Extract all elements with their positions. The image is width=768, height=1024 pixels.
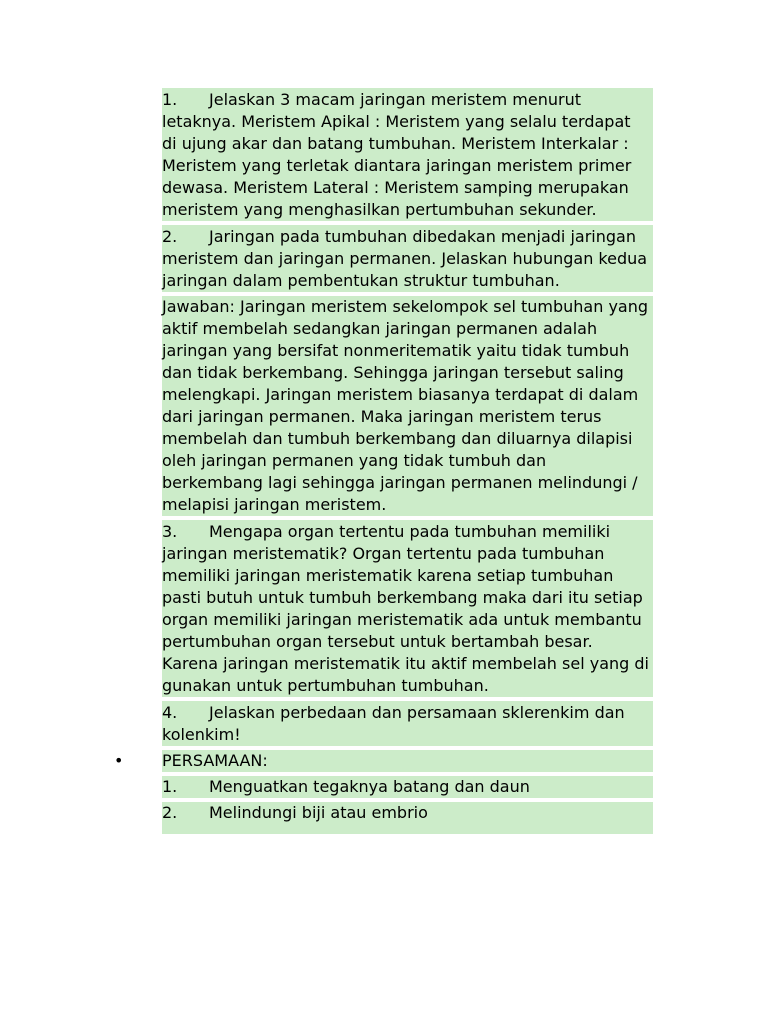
persamaan-heading: PERSAMAAN: — [162, 751, 268, 770]
question-1-number: 1. — [162, 90, 178, 109]
highlight-tail — [162, 824, 650, 834]
persamaan-item-1-text: Menguatkan tegaknya batang dan daun — [209, 777, 530, 796]
persamaan-heading-row — [114, 750, 653, 772]
persamaan-item-1 — [162, 776, 653, 798]
question-1-first-line: Jelaskan 3 macam jaringan meristem menurut — [209, 90, 581, 109]
question-1-rest: letaknya. Meristem Apikal : Meristem yang selalu terdapat di ujung akar dan batang tumbuhan. Meristem Interkalar : Meristem yang terletak diantara jaringan meristem primer dewasa. Meristem Lateral : Meristem samping merupakan meristem yang menghasilkan pertumbuhan sekunder. — [162, 112, 632, 219]
question-2-first-line: Jaringan pada tumbuhan dibedakan menjadi — [209, 227, 566, 246]
persamaan-item-2-text: Melindungi biji atau embrio — [209, 803, 428, 822]
question-3 — [162, 520, 653, 697]
document-body — [114, 88, 653, 834]
persamaan-item-2-number: 2. — [162, 803, 178, 822]
question-3-number: 3. — [162, 522, 178, 541]
question-2-rest: jaringan meristem dan jaringan permanen. Jelaskan hubungan kedua jaringan dalam pembentukan struktur tumbuhan. — [162, 227, 648, 290]
question-4-number: 4. — [162, 703, 178, 722]
question-2 — [162, 225, 653, 292]
question-3-rest: jaringan meristematik? Organ tertentu pada tumbuhan memiliki jaringan meristematik karena setiap tumbuhan pasti butuh untuk tumbuh berkembang maka dari itu setiap organ memiliki jaringan meristematik ada untuk membantu pertumbuhan organ tersebut untuk bertambah besar. Karena jaringan meristematik itu aktif membelah sel yang di gunakan untuk pertumbuhan tumbuhan. — [162, 544, 649, 695]
bullet-icon: • — [114, 751, 124, 770]
question-4-first-line: Jelaskan perbedaan dan persamaan sklerenkim — [209, 703, 590, 722]
question-3-first-line: Mengapa organ tertentu pada tumbuhan memiliki — [209, 522, 611, 541]
question-4 — [162, 701, 653, 746]
question-4-rest: dan kolenkim! — [162, 703, 625, 744]
persamaan-item-1-number: 1. — [162, 777, 178, 796]
question-1 — [162, 88, 653, 221]
answer-2 — [162, 296, 653, 516]
persamaan-item-2 — [162, 802, 653, 834]
question-2-number: 2. — [162, 227, 178, 246]
answer-2-text: Jawaban: Jaringan meristem sekelompok sel tumbuhan yang aktif membelah sedangkan jaringan permanen adalah jaringan yang bersifat nonmeritematik yaitu tidak tumbuh dan tidak berkembang. Sehingga jaringan tersebut saling melengkapi. Jaringan meristem biasanya terdapat di dalam dari jaringan permanen. Maka jaringan meristem terus membelah dan tumbuh berkembang dan diluarnya dilapisi oleh jaringan permanen yang tidak tumbuh dan berkembang lagi sehingga jaringan permanen melindungi / melapisi jaringan meristem. — [162, 297, 649, 514]
